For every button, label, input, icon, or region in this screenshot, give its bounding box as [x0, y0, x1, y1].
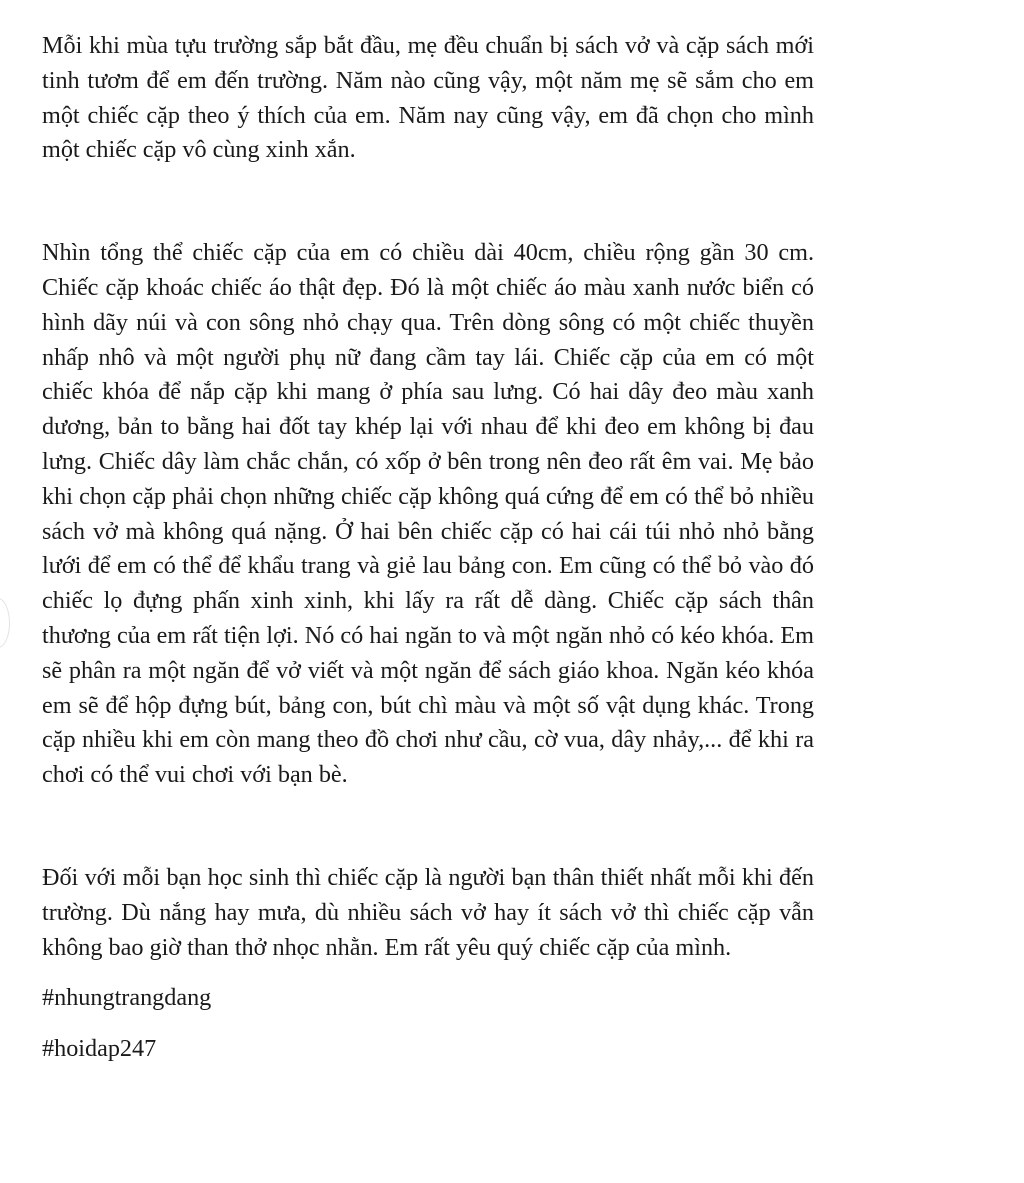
paragraph-conclusion: Đối với mỗi bạn học sinh thì chiếc cặp là người bạn thân thiết nhất mỗi khi đến trường. Dù nắng hay mưa, dù nhiều sách vở hay ít sách vở thì chiếc cặp vẫn không bao giờ than thở nhọc nhằn. Em rất yêu quý chiếc cặp của mình. [42, 863, 814, 961]
hashtag-nhungtrangdang: #nhungtrangdang [42, 984, 212, 1012]
paragraph-body: Nhìn tổng thể chiếc cặp của em có chiều dài 40cm, chiều rộng gần 30 cm. Chiếc cặp khoác chiếc áo thật đẹp. Đó là một chiếc áo màu xanh nước biển có hình dãy núi và con sông nhỏ chạy qua. Trên dòng sông có một chiếc thuyền nhấp nhô và một người phụ nữ đang cầm tay lái. Chiếc cặp của em có một chiếc khóa để nắp cặp khi mang ở phía sau lưng. Có hai dây đeo màu xanh dương, bản to bằng hai đốt tay khép lại với nhau để khi đeo em không bị đau lưng. Chiếc dây làm chắc chắn, có xốp ở bên trong nên đeo rất êm vai. Mẹ bảo khi chọn cặp phải chọn những chiếc cặp không quá cứng để em có thể bỏ nhiều sách vở mà không quá nặng. Ở hai bên chiếc cặp có hai cái túi nhỏ nhỏ bằng lưới để em có thể để khẩu trang và giẻ lau bảng con. Em cũng có thể bỏ vào đó chiếc lọ đựng phấn xinh xinh, khi lấy ra rất dễ dàng. Chiếc cặp sách thân thương của em rất tiện lợi. Nó có hai ngăn to và một ngăn nhỏ có kéo khóa. Em sẽ phân ra một ngăn để vở viết và một ngăn để sách giáo khoa. Ngăn kéo khóa em sẽ để hộp đựng bút, bảng con, bút chì màu và một số vật dụng khác. Trong cặp nhiều khi em còn mang theo đồ chơi như cầu, cờ vua, dây nhảy,... để khi ra chơi có thể vui chơi với bạn bè. [42, 239, 814, 789]
document-body [42, 29, 814, 1083]
scroll-edge-handle[interactable] [0, 598, 10, 648]
paragraph-intro: Mỗi khi mùa tựu trường sắp bắt đầu, mẹ đều chuẩn bị sách vở và cặp sách mới tinh tươm để em đến trường. Năm nào cũng vậy, một năm mẹ sẽ sắm cho em một chiếc cặp theo ý thích của em. Năm nay cũng vậy, em đã chọn cho mình một chiếc cặp vô cùng xinh xắn. [42, 32, 814, 164]
hashtag-hoidap247: #hoidap247 [42, 1035, 157, 1063]
